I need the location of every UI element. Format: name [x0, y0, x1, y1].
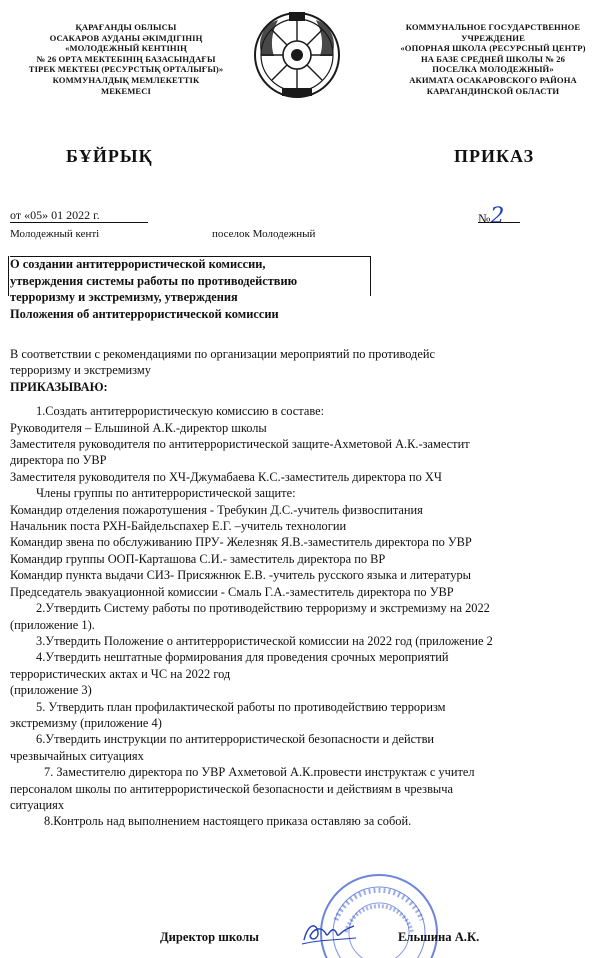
order-number: [478, 204, 504, 229]
member-deputy-1: Заместителя руководителя по антитеррористической защите-Ахметовой А.К.-заместит: [10, 437, 470, 452]
item-5: 5. Утвердить план профилактической работы по противодействию терроризм: [36, 699, 446, 714]
item-6: 6.Утвердить инструкции по антитеррористической безопасности и действи: [36, 732, 435, 747]
item-3: 3.Утвердить Положение о антитеррористической комиссии на 2022 год (приложение 2: [36, 633, 493, 648]
signer-position: Директор школы: [160, 930, 259, 944]
header-kz-line: «МОЛОДЕЖНЫЙ КЕНТІНІҢ: [65, 43, 187, 54]
item-7-cont: персоналом школы по антитеррористической безопасности и действиям в чрезвыча: [10, 781, 453, 796]
order-body: [10, 346, 600, 830]
member-5: Командир пункта выдачи СИЗ- Присяжнюк Е.В. -учитель русского языка и литературы: [10, 568, 472, 583]
header-ru-line: КОММУНАЛЬНОЕ ГОСУДАРСТВЕННОЕ: [405, 22, 581, 32]
header-kz-line: ҚАРАҒАНДЫ ОБЛЫСЫ: [75, 22, 177, 32]
order-subject: [10, 256, 376, 322]
item-7: 7. Заместителю директора по УВР Ахметовой А.К.провести инструктаж с учител: [44, 765, 475, 780]
item-8: 8.Контроль над выполнением настоящего приказа оставляю за собой.: [44, 814, 412, 829]
member-1: Командир отделения пожаротушения - Требукин Д.С.-учитель физвоспитания: [10, 502, 423, 517]
signer-name: Ельшина А.К.: [398, 930, 480, 944]
title-kz: БҰЙРЫҚ: [66, 146, 153, 166]
member-3: Командир звена по обслуживанию ПРУ- Железняк Я.В.-заместитель директора по УВР: [10, 535, 472, 550]
order-word: ПРИКАЗЫВАЮ:: [10, 379, 108, 394]
member-4: Командир группы ООП-Карташова С.И.- заместитель директора по ВР: [10, 551, 386, 566]
subject-line: утверждения системы работы по противодействию: [10, 273, 298, 288]
item-1: 1.Создать антитеррористическую комиссию в составе:: [36, 404, 325, 419]
member-2: Начальник поста РХН-Байдельспахер Е.Г. –учитель технологии: [10, 519, 347, 534]
preamble-line: терроризму и экстремизму: [10, 363, 151, 378]
header-ru-line: КАРАГАНДИНСКОЙ ОБЛАСТИ: [426, 85, 560, 96]
subject-line: терроризму и экстремизму, утверждения: [10, 290, 238, 304]
header-ru-line: УЧРЕЖДЕНИЕ: [461, 32, 525, 43]
header-ru-line: «ОПОРНАЯ ШКОЛА (РЕСУРСНЫЙ ЦЕНТР): [400, 43, 586, 54]
item-7-cont: ситуациях: [10, 797, 65, 812]
member-deputy-1-cont: директора по УВР: [10, 453, 107, 468]
item-2: 2.Утвердить Систему работы по противодействию терроризму и экстремизму на 2022: [36, 601, 490, 616]
member-head: Руководителя – Ельшиной А.К.-директор школы: [10, 420, 267, 435]
state-emblem-icon: [252, 10, 342, 100]
header-kz-line: МЕКЕМЕСІ: [101, 85, 151, 96]
header-ru: [384, 22, 600, 96]
header-kz-line: ТІРЕК МЕКТЕБІ (РЕСУРСТЫҚ ОРТАЛЫҒЫ)»: [28, 64, 224, 75]
member-6: Председатель эвакуационной комиссии - Смаль Г.А.-заместитель директора по УВР: [10, 584, 454, 599]
number-label: №: [478, 211, 491, 226]
header-kz: [10, 22, 242, 96]
date-underline: [10, 222, 148, 223]
header-ru-line: НА БАЗЕ СРЕДНЕЙ ШКОЛЫ № 26: [420, 53, 566, 64]
item-4-cont: террористических актах и ЧС на 2022 год: [10, 666, 231, 681]
title-ru: ПРИКАЗ: [454, 146, 535, 166]
header-kz-line: КОММУНАЛДЫҚ МЕМЛЕКЕТТІК: [52, 74, 200, 85]
subject-line: О создании антитеррористической комиссии,: [10, 257, 266, 271]
item-2-cont: (приложение 1).: [10, 617, 95, 632]
signature-icon: [300, 918, 358, 948]
header-ru-line: ПОСЕЛКА МОЛОДЕЖНЫЙ»: [432, 64, 554, 75]
item-4: 4.Утвердить нештатные формирования для проведения срочных мероприятий: [36, 650, 449, 665]
members-label: Члены группы по антитеррористической защите:: [36, 486, 296, 501]
item-6-cont: чрезвычайных ситуациях: [10, 748, 144, 763]
order-date: от «05» 01 2022 г.: [10, 208, 100, 222]
subject-line: Положения об антитеррористической комиссии: [10, 306, 279, 321]
item-5-cont: экстремизму (приложение 4): [10, 715, 162, 730]
member-deputy-2: Заместителя руководителя по ХЧ-Джумабаева К.С.-заместитель директора по ХЧ: [10, 469, 442, 484]
subject-frame-left: [8, 256, 9, 296]
place-kz: Молодежный кенті: [10, 228, 100, 240]
header-kz-line: № 26 ОРТА МЕКТЕБІНІҢ БАЗАСЫНДАҒЫ: [36, 53, 216, 64]
header-kz-line: ОСАКАРОВ АУДАНЫ ӘКІМДІГІНІҢ: [49, 32, 203, 43]
item-4-cont: (приложение 3): [10, 683, 92, 698]
preamble-line: В соответствии с рекомендациями по организации мероприятий по противодейс: [10, 347, 435, 361]
header-ru-line: АКИМАТА ОСАКАРОВСКОГО РАЙОНА: [409, 74, 577, 85]
number-underline: [478, 222, 520, 223]
number-value: 2: [490, 204, 505, 229]
place-ru: поселок Молодежный: [212, 228, 316, 240]
